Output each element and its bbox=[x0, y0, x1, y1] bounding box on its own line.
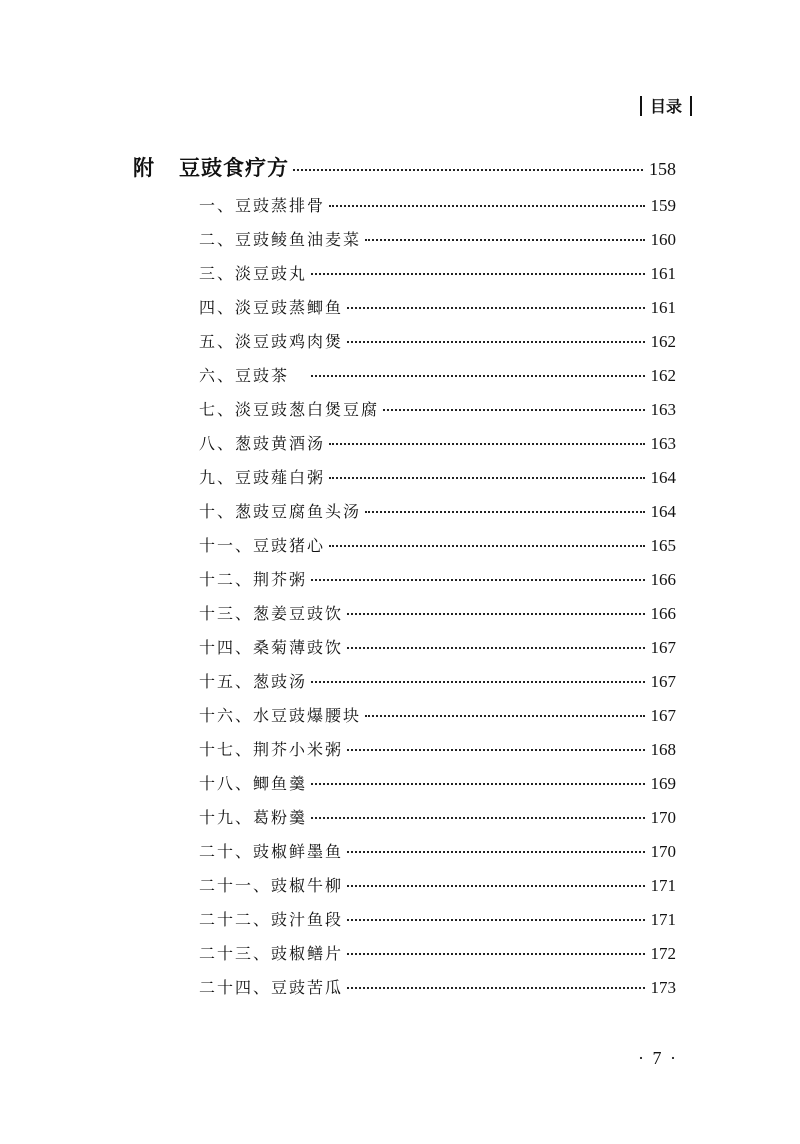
toc-entry[interactable] bbox=[199, 839, 676, 862]
entry-title: 十八、鲫鱼羹 bbox=[199, 774, 308, 793]
toc-entry[interactable] bbox=[199, 975, 676, 998]
entry-title: 十九、葛粉羹 bbox=[199, 808, 308, 827]
entry-page-number: 171 bbox=[650, 876, 676, 895]
dot-leader bbox=[347, 613, 644, 615]
toc-entry[interactable] bbox=[199, 873, 676, 896]
toc-entry[interactable] bbox=[199, 567, 676, 590]
entry-title: 十七、荆芥小米粥 bbox=[199, 740, 344, 759]
section-title: 豆豉食疗方 bbox=[179, 156, 289, 180]
section-page-number: 158 bbox=[649, 159, 676, 179]
entry-title: 二十一、豉椒牛柳 bbox=[199, 876, 344, 895]
entry-page-number: 161 bbox=[650, 298, 676, 317]
entry-page-number: 167 bbox=[650, 638, 676, 657]
running-header bbox=[640, 94, 692, 117]
dot-leader bbox=[365, 511, 644, 513]
dot-leader bbox=[311, 579, 644, 581]
header-right-bar bbox=[690, 96, 692, 116]
entry-page-number: 165 bbox=[650, 536, 676, 555]
toc-entry[interactable] bbox=[199, 227, 676, 250]
toc-entry[interactable] bbox=[199, 669, 676, 692]
entry-page-number: 162 bbox=[650, 366, 676, 385]
entry-title: 四、淡豆豉蒸鲫鱼 bbox=[199, 298, 344, 317]
entry-page-number: 169 bbox=[650, 774, 676, 793]
dot-leader bbox=[347, 953, 644, 955]
dot-leader bbox=[311, 783, 644, 785]
entry-page-number: 164 bbox=[650, 468, 676, 487]
dot-leader bbox=[329, 205, 644, 207]
entry-title: 七、淡豆豉葱白煲豆腐 bbox=[199, 400, 380, 419]
dot-leader bbox=[365, 715, 644, 717]
entry-title: 八、葱豉黄酒汤 bbox=[199, 434, 326, 453]
entry-page-number: 159 bbox=[650, 196, 676, 215]
entry-page-number: 170 bbox=[650, 842, 676, 861]
entry-page-number: 170 bbox=[650, 808, 676, 827]
entry-page-number: 167 bbox=[650, 706, 676, 725]
entry-title: 三、淡豆豉丸 bbox=[199, 264, 308, 283]
entry-title: 十、葱豉豆腐鱼头汤 bbox=[199, 502, 362, 521]
toc-entry[interactable] bbox=[199, 261, 676, 284]
entry-title: 十一、豆豉猪心 bbox=[199, 536, 326, 555]
toc-entry[interactable] bbox=[199, 533, 676, 556]
entry-title: 五、淡豆豉鸡肉煲 bbox=[199, 332, 344, 351]
dot-leader bbox=[311, 375, 644, 377]
entry-page-number: 163 bbox=[650, 434, 676, 453]
entry-page-number: 167 bbox=[650, 672, 676, 691]
dot-leader bbox=[347, 749, 644, 751]
toc-entry[interactable] bbox=[199, 295, 676, 318]
toc-entry[interactable] bbox=[199, 635, 676, 658]
entry-title: 二十三、豉椒鳝片 bbox=[199, 944, 344, 963]
toc-entry[interactable] bbox=[199, 703, 676, 726]
dot-leader bbox=[293, 169, 643, 171]
entry-title: 六、豆豉茶 bbox=[199, 366, 290, 385]
dot-leader bbox=[329, 545, 644, 547]
toc-entry[interactable] bbox=[199, 329, 676, 352]
dot-leader bbox=[347, 885, 644, 887]
entry-page-number: 171 bbox=[650, 910, 676, 929]
toc-entry[interactable] bbox=[199, 397, 676, 420]
entry-title: 十三、葱姜豆豉饮 bbox=[199, 604, 344, 623]
entry-title: 九、豆豉薤白粥 bbox=[199, 468, 326, 487]
dot-leader bbox=[347, 851, 644, 853]
dot-leader bbox=[383, 409, 644, 411]
toc-entry[interactable] bbox=[199, 465, 676, 488]
dot-leader bbox=[311, 817, 644, 819]
dot-leader bbox=[347, 341, 644, 343]
header-title: 目录 bbox=[649, 97, 682, 116]
entry-title: 二、豆豉鲮鱼油麦菜 bbox=[199, 230, 362, 249]
entry-title: 十五、葱豉汤 bbox=[199, 672, 308, 691]
entry-title: 一、豆豉蒸排骨 bbox=[199, 196, 326, 215]
dot-leader bbox=[347, 647, 644, 649]
toc-entry[interactable] bbox=[199, 907, 676, 930]
entry-page-number: 164 bbox=[650, 502, 676, 521]
entry-page-number: 172 bbox=[650, 944, 676, 963]
dot-leader bbox=[329, 443, 644, 445]
toc-entry[interactable] bbox=[199, 499, 676, 522]
entry-page-number: 166 bbox=[650, 604, 676, 623]
entry-title: 二十、豉椒鲜墨鱼 bbox=[199, 842, 344, 861]
dot-leader bbox=[311, 681, 644, 683]
entry-title: 十六、水豆豉爆腰块 bbox=[199, 706, 362, 725]
entry-page-number: 166 bbox=[650, 570, 676, 589]
dot-leader bbox=[329, 477, 644, 479]
toc-entry[interactable] bbox=[199, 805, 676, 828]
dot-leader bbox=[311, 273, 644, 275]
dot-leader bbox=[347, 987, 644, 989]
dot-leader bbox=[347, 307, 644, 309]
entry-page-number: 163 bbox=[650, 400, 676, 419]
entry-page-number: 161 bbox=[650, 264, 676, 283]
toc-entry[interactable] bbox=[199, 941, 676, 964]
toc-entry[interactable] bbox=[199, 771, 676, 794]
toc-entry[interactable] bbox=[199, 601, 676, 624]
toc-entry[interactable] bbox=[199, 737, 676, 760]
toc-entry[interactable] bbox=[199, 431, 676, 454]
entry-page-number: 173 bbox=[650, 978, 676, 997]
section-label: 附 bbox=[133, 156, 154, 180]
entry-title: 十四、桑菊薄豉饮 bbox=[199, 638, 344, 657]
dot-leader bbox=[365, 239, 644, 241]
toc-section-heading[interactable] bbox=[133, 152, 676, 182]
entry-page-number: 162 bbox=[650, 332, 676, 351]
entry-page-number: 168 bbox=[650, 740, 676, 759]
entry-title: 二十二、豉汁鱼段 bbox=[199, 910, 344, 929]
entry-title: 十二、荆芥粥 bbox=[199, 570, 308, 589]
entry-page-number: 160 bbox=[650, 230, 676, 249]
entry-title: 二十四、豆豉苦瓜 bbox=[199, 978, 344, 997]
toc-entry[interactable] bbox=[199, 363, 676, 386]
toc-entry[interactable] bbox=[199, 193, 676, 216]
dot-leader bbox=[347, 919, 644, 921]
header-left-bar bbox=[640, 96, 642, 116]
page-folio: · 7 · bbox=[638, 1048, 678, 1068]
